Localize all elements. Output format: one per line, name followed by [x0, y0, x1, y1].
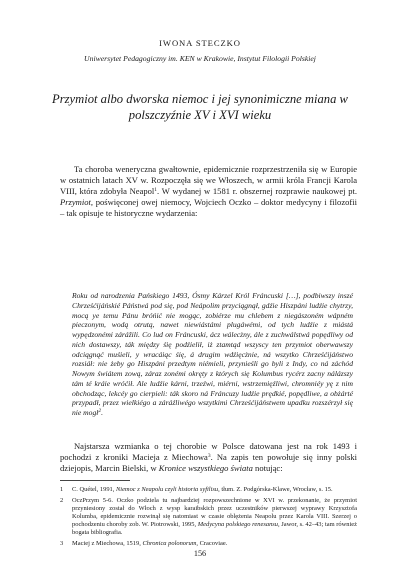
- paragraph-text: . W wydanej w 1581 r. obszernej rozprawie naukowej pt.: [157, 185, 357, 196]
- quote-text: .: [101, 408, 104, 417]
- footnote-text: Maciej z Miechowa, 1519,: [72, 540, 143, 548]
- author-affiliation: Uniwersytet Pedagogiczny im. KEN w Krakowie, Instytut Filologii Polskiej: [84, 54, 316, 63]
- footnote-number: 2: [60, 497, 64, 505]
- footnote-work-title: Chronica polonorum: [142, 540, 197, 548]
- footnote-divider: [60, 480, 130, 481]
- paragraph-text: , poświęconej owej niemocy, Wojciech Oczko – doktor medycyny i filozofii – tak opisuje te historyczne wydarzenia:: [60, 196, 357, 218]
- page-number: 156: [193, 549, 207, 558]
- work-title: Przymiot: [60, 196, 91, 207]
- footnote-work-title: Medycyna polskiego renesansu: [197, 521, 279, 529]
- footnote-item: [60, 486, 357, 494]
- footnote-text: C. Quétel, 1991,: [72, 486, 116, 493]
- footnote-text: , Cracoviae.: [196, 540, 228, 548]
- footnote-work-title: Niemoc z Neapolu czyli historia syfilisu: [115, 486, 219, 493]
- footnotes: [60, 486, 357, 551]
- footnote-text: OczPrzym 5-6. Oczko podziela tu najbardziej rozpowszechnione w XVI w. przekonanie, że przymiot przyniesiony został do Włoch z wysp karaibskich przez uczestników pierwszej wyprawy Krzysztofa Kolumba, epidemicznie rozwinął się natomiast w czasie oblężenia Neapolu przez Karola VIII. Szerzej o pochodzeniu choroby zob. W. Piotrowski, 1995,: [72, 497, 357, 529]
- footnote-ref: 2: [98, 408, 102, 414]
- footnote-item: [60, 540, 357, 548]
- footnote-ref: 1: [154, 186, 158, 193]
- footnote-number: 1: [60, 486, 64, 493]
- footnote-text: , Jawor, s. 42–43; tam również bogata bibliografia.: [72, 521, 357, 537]
- footnote-text: , tłum. Z. Podgórska-Klawe, Wrocław, s. 15.: [218, 486, 333, 493]
- paragraph-text: Najstarsza wzmianka o tej chorobie w Polsce datowana jest na rok 1493 i pochodzi z kroniki Macieja z Miechowa: [60, 441, 357, 462]
- paragraph-text: notując:: [252, 462, 283, 473]
- footnote-ref: 3: [207, 452, 211, 459]
- article-title: Przymiot albo dworska niemoc i jej synonimiczne miana w polszczyźnie XV i XVI wieku: [52, 92, 348, 122]
- quote-text: Roku od narodzenia Pańskiego 1493, Ósmy Kárzel Król Fráncuski […], podbiwszy inszé Chrześćijáńskié Páństwá pod się, pod Neápolim przyciągnął, gdźie Hiszpáni ludźie chytrzy, mocą ye temu Pánu bróńić nie mogąc, zobiérze mu chlebem z niegászoném wápném pieczonym, wodą otrutą, nawet niewiástámi plugáwémi, od tych ludźie z miástá wypędzonémi zárážili. Co lud on Fráncuski, ácz wálecżny, ále z zuchwálstwá popędliwy od nich dostawszy, ták między śię podźielił, iż ztamtąd wszyscy ten przymiot oberwawszy odciągnąć muśieli, y wracáiąc śię, á drugim wdźięcżnie, ná wszytko Chrześćijáństwo rozsiáł: nie żeby go Hiszpáni przedtym niémieli, przynieśli go byli z Indy, co ná záchód Nowym świátem zową, záraz zonémi okręty z których się Kolumbus rycérz zacny nálázszy tám té kráie wróćił. Ale ludźie kárni, trzeźwi, miérni, wstrzemięźliwi, chromniéy yę z nim obchodząc, lekcéy go cierpieli: ták skoro ná Fráncuzy ludźie prędkié, popędliwe, a obżárté przypadł, przez wielkiégo a záráźliwégo wszytkimi Chrześćijáństwem upadku rozszérzył się nie mogł: [72, 291, 353, 417]
- work-title: Kronice wszystkiego świata: [158, 462, 253, 473]
- footnote-item: [60, 497, 357, 537]
- block-quote: [72, 291, 353, 418]
- intro-paragraph: [60, 164, 357, 219]
- paragraph-text: . Na zapis ten powołuje się inny polski dziejopis, Marcin Bielski, w: [60, 451, 357, 473]
- footnote-number: 3: [60, 540, 64, 548]
- author-name: IWONA STECZKO: [159, 38, 241, 48]
- paragraph-text: Ta choroba weneryczna gwałtownie, epidemicznie rozprzestrzeniła się w Europie w ostatnich latach XV w. Rozpoczęła się we Włoszech, w armii króla Francji Karola VIII, która zdobyła Neapol: [60, 164, 357, 196]
- second-paragraph: [60, 441, 357, 474]
